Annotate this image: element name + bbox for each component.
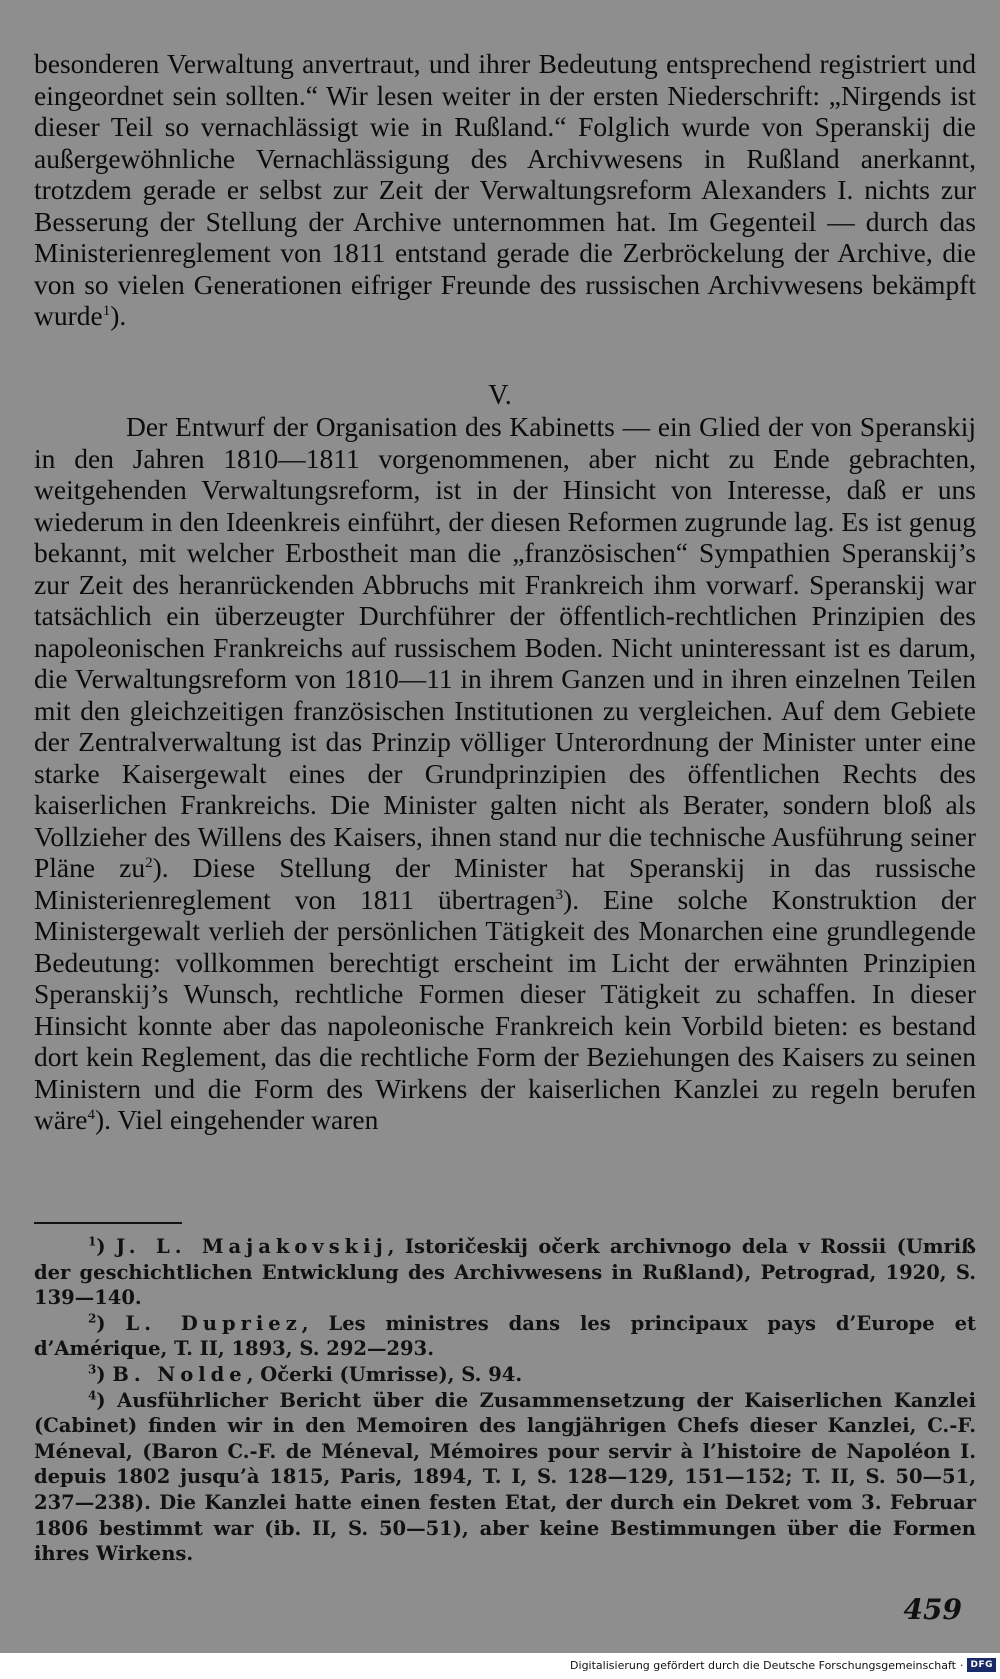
footnote-marker: 2 xyxy=(88,1311,97,1326)
footnote-3: $^3$) B. Nolde, Očerki (Umrisse), S. 94. xyxy=(88,1362,523,1386)
body-text-c: ). Eine solche Konstruktion der Ministergewalt verlieh der persönlichen Tätigkeit des Monarchen eine grundlegende Bedeutung: vollkommen berechtigt erscheint im Licht der erwähnten Prinzipien Speranskij’s Wunsch, rechtliche Formen dieser Tätigkeit zu schaffen. In dieser Hinsicht konnte aber das napoleonische Frankreich kein Vorbild bieten: es bestand dort kein Reglement, das die rechtliche Form der Beziehungen des Kaisers zu seinen Ministern und die Form des Wirkens der kaiserlichen Kanzlei zu regeln berufen wäre xyxy=(34,883,976,1135)
paragraph-continued xyxy=(34,48,976,332)
section-body xyxy=(34,411,976,1136)
digitization-footer: Digitalisierung gefördert durch die Deutsche Forschungsgemeinschaft · DFG xyxy=(570,1654,996,1676)
footnote-text: , Istoričeskij očerk archivnogo dela v Rossii (Umriß der geschichtlichen Entwicklung des Archivwesens in Rußland), Petrograd, 1920, S. 139—140. xyxy=(34,1235,977,1310)
body-paragraph xyxy=(34,411,976,1136)
footnote-text: Ausführlicher Bericht über die Zusammensetzung der Kaiserlichen Kanzlei (Cabinet) finden wir in den Memoiren des langjährigen Chefs dieser Kanzlei, C.-F. Méneval, (Baron C.-F. de Méneval, Mémoires pour servir à l’histoire de Napoléon I. depuis 1802 jusqu’à 1815, Paris, 1894, T. I, S. 128—129, 151—152; T. II, S. 50—51, 237—238). Die Kanzlei hatte einen festen Etat, der durch ein Dekret vom 3. Februar 1806 bestimmt war (ib. II, S. 50—51), aber keine Bestimmungen über die Formen ihres Wirkens. xyxy=(34,1388,976,1566)
footnote-ref-2: 2 xyxy=(145,854,153,871)
paragraph-text xyxy=(34,48,976,332)
footnote-1: $^1$) J. L. Majakovskij, Istoričeskij očerk archivnogo dela v Rossii (Umriß der geschichtlichen Entwicklung des Archivwesens in Rußland), Petrograd, 1920, S. 139—140. xyxy=(34,1234,977,1310)
footer-credit: Digitalisierung gefördert durch die Deutsche Forschungsgemeinschaft xyxy=(570,1658,956,1672)
footnote-marker: 3 xyxy=(88,1362,97,1377)
paragraph-top-end: ). xyxy=(110,300,127,331)
footnote-text: , Očerki (Umrisse), S. 94. xyxy=(246,1362,523,1386)
footnote-marker: 1 xyxy=(88,1234,97,1249)
footnote-ref-3: 3 xyxy=(555,886,564,903)
footnote-4: $^4$) Ausführlicher Bericht über die Zusammensetzung der Kaiserlichen Kanzlei (Cabinet) finden wir in den Memoiren des langjährigen Chefs dieser Kanzlei, C.-F. Méneval, (Baron C.-F. de Méneval, Mémoires pour servir à l’histoire de Napoléon I. depuis 1802 jusqu’à 1815, Paris, 1894, T. I, S. 128—129, 151—152; T. II, S. 50—51, 237—238). Die Kanzlei hatte einen festen Etat, der durch ein Dekret vom 3. Februar 1806 bestimmt war (ib. II, S. 50—51), aber keine Bestimmungen über die Formen ihres Wirkens. xyxy=(34,1388,976,1566)
body-text-b: ). Diese Stellung der Minister hat Speranskij in das russische Ministerienreglement von 1811 übertragen xyxy=(34,852,976,915)
footnote-author: B. Nolde xyxy=(112,1362,247,1386)
footnote-2: $^2$) L. Dupriez, Les ministres dans les principaux pays d’Europe et d’Amérique, T. II, 1893, S. 292—293. xyxy=(34,1311,977,1361)
footnotes xyxy=(34,1234,976,1567)
footnote-text: , Les ministres dans les principaux pays d’Europe et d’Amérique, T. II, 1893, S. 292—293. xyxy=(34,1311,977,1361)
footnote-author: L. Dupriez xyxy=(125,1311,302,1335)
footnote-ref-1: 1 xyxy=(102,302,111,319)
footnote-author: J. L. Majakovskij xyxy=(116,1235,388,1258)
page-number: 459 xyxy=(903,1593,962,1626)
footnote-ref-4: 4 xyxy=(87,1106,95,1123)
footnote-marker: 4 xyxy=(88,1388,97,1403)
body-text-d: ). Viel eingehender waren xyxy=(94,1104,379,1135)
body-text-a: Der Entwurf der Organisation des Kabinetts — ein Glied der von Speranskij in den Jahren 1810—1811 vorgenommenen, aber nicht zu Ende gebrachten, weitgehenden Verwaltungsreform, ist in der Hinsicht von Interesse, daß er uns wiederum in den Ideenkreis einführt, der diesen Reformen zugrunde lag. Es ist genug bekannt, mit welcher Erbostheit man die „französischen“ Sympathien Speranskij’s zur Zeit des heranrückenden Abbruchs mit Frankreich ihm vorwarf. Speranskij war tatsächlich ein überzeugter Durchführer der öffentlich-rechtlichen Prinzipien des napoleonischen Frankreichs auf russischem Boden. Nicht uninteressant ist es darum, die Verwaltungsreform von 1810—11 in ihrem Ganzen und in ihren einzelnen Teilen mit den gleichzeitigen französischen Institutionen zu vergleichen. Auf dem Gebiete der Zentralverwaltung ist das Prinzip völliger Unterordnung der Minister unter eine starke Kaisergewalt eines der Grundprinzipien des öffentlichen Rechts des kaiserlichen Frankreichs. Die Minister galten nicht als Berater, sondern bloß als Vollzieher des Willens des Kaisers, ihnen stand nur die technische Ausführung seiner Pläne zu xyxy=(34,411,976,883)
dfg-logo-icon: DFG xyxy=(967,1658,996,1672)
paragraph-top-text: besonderen Verwaltung anvertraut, und ihrer Bedeutung entsprechend registriert und eingeordnet sein sollten.“ Wir lesen weiter in der ersten Niederschrift: „Nirgends ist dieser Teil so vernachlässigt wie in Rußland.“ Folglich wurde von Speranskij die außergewöhnliche Vernachlässigung des Archivwesens in Rußland anerkannt, trotzdem gerade er selbst zur Zeit der Verwaltungsreform Alexanders I. nichts zur Besserung der Stellung der Archive unternommen hat. Im Gegenteil — durch das Ministerienreglement von 1811 entstand gerade die Zerbröckelung der Archive, die von so vielen Generationen eifriger Freunde des russischen Archivwesens bekämpft wurde xyxy=(34,48,976,331)
section-heading: V. xyxy=(488,380,512,411)
footnote-divider xyxy=(34,1222,182,1224)
